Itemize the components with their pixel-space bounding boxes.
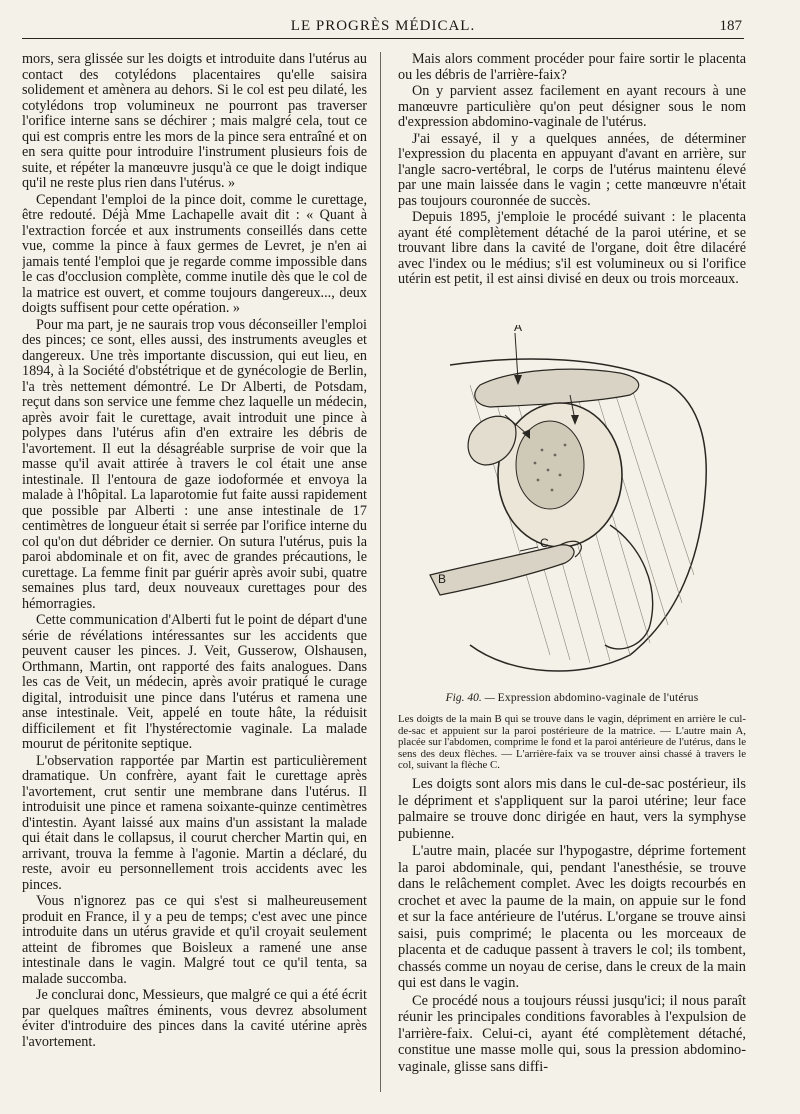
figure-label-a: A — [514, 325, 523, 334]
paragraph: Cette communication d'Alberti fut le point de départ d'une série de révélations intéressantes sur les accidents que peuvent causer les pinces. J. Veit, Gusserow, Olshausen, Orthmann, Martin, ont rapporté des faits analogues. Dans les cas de Veit, un médecin, après avoir pratiqué le curage digital, introduisit une pince dans l'utérus et ramena une anse intestinale. Veit, appelé en toute hâte, la réduisit difficilement et fit l'hystérectomie vaginale. La malade mourut de péritonite septique. — [22, 612, 367, 752]
paragraph: Les doigts sont alors mis dans le cul-de-sac postérieur, ils le dépriment et s'appliquent sur la paroi utérine; leur face palmaire se trouve donc dirigée en haut, vers la symphyse pubienne. — [398, 776, 746, 842]
figure-legend: Les doigts de la main B qui se trouve dans le vagin, dépriment en arrière le cul-de-sac et appuient sur la paroi postérieure de la matrice. — L'autre main A, placée sur l'abdomen, comprime le fond et la paroi antérieure de l'utérus, dans le sens des deux flèches. — L'arrière-faix va se trouver ainsi chassé à travers le col, suivant la flèche C. — [398, 713, 746, 771]
paragraph: Ce procédé nous a toujours réussi jusqu'ici; il nous paraît réunir les principales conditions favorables à l'expulsion de l'arrière-faix. Celui-ci, ayant été complètement détaché, constitue une masse molle qui, sous la pression abdomino-vaginale, glisse sans diffi- — [398, 992, 746, 1075]
right-column-top — [398, 52, 746, 289]
paragraph: J'ai essayé, il y a quelques années, de déterminer l'expression du placenta en appuyant d'avant en arrière, sur l'angle sacro-vertébral, le corps de l'utérus maintenu élevé par une main laissée dans le vagin ; cette manœuvre n'était pas toujours couronnée de succès. — [398, 130, 746, 209]
right-column-bottom — [398, 776, 746, 1076]
paragraph: Je conclurai donc, Messieurs, que malgré ce qui a été écrit par quelques maîtres éminents, vous devrez absolument éviter d'introduire des pinces dans la cavité utérine après l'avortement. — [22, 987, 367, 1050]
paragraph: Vous n'ignorez pas ce qui s'est si malheureusement produit en France, il y a peu de temps; c'est avec une pince introduite dans un utérus gravide et qu'il croyait seulement atteint de fibromes que Boisleux a ramené une anse intestinale dans le vagin. Malgré tout ce qu'il tenta, sa malade succomba. — [22, 893, 367, 987]
paragraph: On y parvient assez facilement en ayant recours à une manœuvre particulière qu'on peut désigner sous le nom d'expression abdomino-vaginale de l'utérus. — [398, 83, 746, 130]
paragraph: mors, sera glissée sur les doigts et introduite dans l'utérus au contact des cotylédons placentaires qu'elle saisira solidement et amènera au dehors. Si le col est peu dilaté, les cotylédons trop volumineux ne pourront pas traverser l'orifice interne sans se déchirer ; mais malgré cela, tout ce qui est compris entre les mors de la pince sera entraîné et on en sera quitte pour introduire l'instrument plusieurs fois de suite, et répéter la manœuvre jusqu'à ce que le doigt indique qu'il ne reste plus rien dans l'utérus. » — [22, 52, 367, 191]
paragraph: Pour ma part, je ne saurais trop vous déconseiller l'emploi des pinces; ce sont, elles aussi, des instruments aveugles et dangereux. Une très importante discussion, qui eut lieu, en 1894, à la Société d'obstétrique et de gynécologie de Berlin, l'a très nettement démontré. Le Dr Alberti, de Potsdam, reçut dans son service une femme chez laquelle un médecin, après avoir fait le curettage, avait introduit une pince à polypes dans l'utérus afin d'en extraire les débris de l'avortement. Il eut la désagréable surprise de voir que la masse qu'il avait attirée à travers le col était une anse intestinale. Il l'entoura de gaze iodoformée et envoya la malade à l'hôpital. La laparotomie fut faite aussi rapidement que possible par Alberti : une anse intestinale de 17 centimètres de longueur était si serrée par l'orifice interne du col qu'on dut débrider ce dernier. On sutura l'utérus, puis la paroi abdominale et on fit, avec de grandes précautions, le curettage. La femme finit par guérir après avoir subi, quatre semaines plus tard, deux nouveaux curettages pour des hémorragies. — [22, 316, 367, 612]
page-number: 187 — [719, 18, 742, 34]
paragraph: Cependant l'emploi de la pince doit, comme le curettage, être redouté. Déjà Mme Lachapelle avait dit : « Quant à l'extraction forcée et aux instruments conseillés dans cette vue, comme la pince à faux germes de Levret, je n'en ai jamais tenté l'emploi que je regarde comme impossible dans le cas d'occlusion complète, comme inutile dès que le col de la matrice est ouvert, et comme toujours dangereux..., deux doigts suffisent pour cette opération. » — [22, 191, 367, 316]
running-header — [22, 16, 744, 39]
paragraph: Depuis 1895, j'emploie le procédé suivant : le placenta ayant été complètement détaché de la paroi utérine, et se trouvant libre dans la cavité de l'organe, doit être dilacéré avec l'index ou le médius; s'il est volumineux ou si l'orifice utérin est petit, il est ainsi divisé en deux ou trois morceaux. — [398, 209, 746, 287]
column-divider — [380, 52, 381, 1092]
figure-label-b: B — [438, 572, 447, 586]
figure-label-c: C — [540, 536, 549, 550]
anatomical-illustration — [410, 325, 710, 687]
figure-title: Expression abdomino-vaginale de l'utérus — [497, 692, 699, 704]
journal-title: LE PROGRÈS MÉDICAL. — [290, 18, 476, 34]
paragraph: Mais alors comment procéder pour faire sortir le placenta ou les débris de l'arrière-faix? — [398, 51, 746, 83]
paragraph: L'observation rapportée par Martin est particulièrement dramatique. Un confrère, ayant fait le curettage après l'avortement, crut sentir une membrane dans l'utérus. Il introduisit une pince et ramena soixante-quinze centimètres d'intestin. Ayant laissé aux mains d'un assistant la malade qui était dans le collapsus, il courut chercher Martin qui, en arrivant, trouva la femme à l'agonie. Martin a déclaré, du reste, avoir eu personnellement trois accidents avec les pinces. — [22, 752, 367, 893]
paragraph: L'autre main, placée sur l'hypogastre, déprime fortement la paroi abdominale, qui, pendant l'anesthésie, se trouve dans le relâchement complet. Avec les doigts recourbés en crochet et avec la paume de la main, on appuie sur le fond et sur la face antérieure de l'utérus. L'organe se trouve ainsi saisi, puis comprimé; le placenta ou les morceaux de placenta et de caduque passent à travers le col; ils tombent, chassés comme un noyau de cerise, dans le creux de la main qui est dans le vagin. — [398, 843, 746, 991]
figure-number: Fig. 40. — — [445, 692, 495, 704]
left-column — [22, 52, 367, 1102]
illustration-drawing — [410, 325, 710, 687]
figure-caption — [398, 692, 746, 704]
